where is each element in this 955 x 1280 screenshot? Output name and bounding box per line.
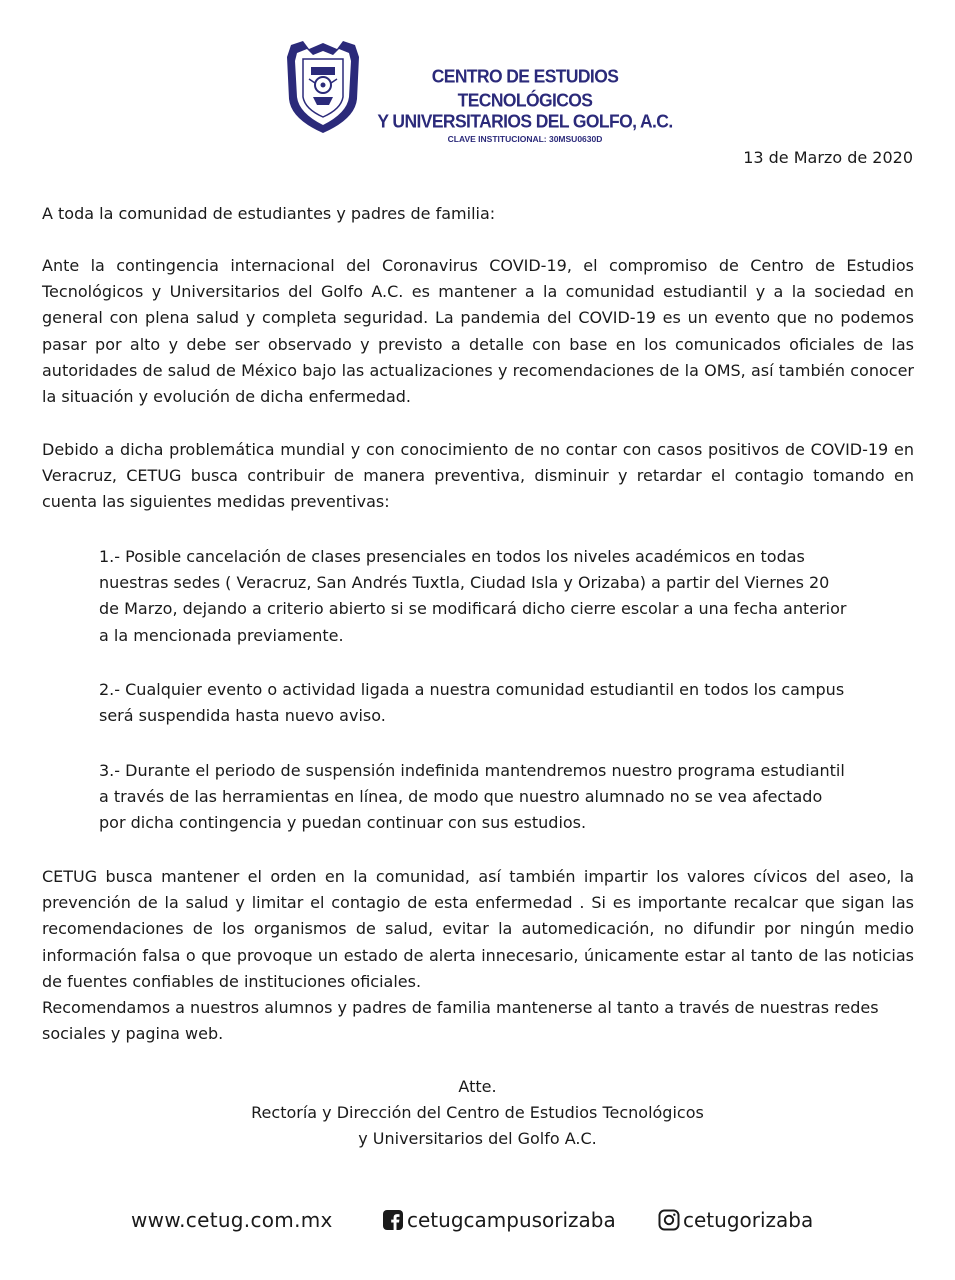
signature-block	[0, 1074, 955, 1153]
instagram-link[interactable]	[658, 1208, 813, 1232]
measure-item-1	[99, 544, 919, 649]
paragraph-stay-informed: Recomendamos a nuestros alumnos y padres de familia mantenerse al tanto a través de nuestras redes sociales y pagina web.	[42, 998, 879, 1044]
institution-crest-logo	[281, 39, 365, 135]
closing-atte: Atte.	[458, 1077, 497, 1096]
contact-footer	[0, 1204, 955, 1244]
measure-1-line: nuestras sedes ( Veracruz, San Andrés Tuxtla, Ciudad Isla y Orizaba) a partir del Viernes 20	[99, 573, 830, 593]
institution-name-line1: CENTRO DE ESTUDIOS TECNOLÓGICOS	[431, 65, 619, 111]
letterhead	[0, 0, 955, 144]
paragraph-context: Ante la contingencia internacional del Coronavirus COVID-19, el compromiso de Centro de Estudios Tecnológicos y Universitarios del Golfo A.C. es mantener a la comunidad estudiantil y a la sociedad en general con plena salud y completa seguridad. La pandemia del COVID-19 es un evento que no podemos pasar por alto y debe ser observado y previsto a detalle con base en los comunicados oficiales de las autoridades de salud de México bajo las actualizaciones y recomendaciones de la OMS, así también conocer la situación y evolución de dicha enfermedad.	[42, 256, 914, 407]
signatory-line2: y Universitarios del Golfo A.C.	[358, 1129, 597, 1149]
measure-1-line: 1.- Posible cancelación de clases presenciales en todos los niveles académicos en todas	[99, 547, 805, 566]
measure-2-line: 2.- Cualquier evento o actividad ligada a nuestra comunidad estudiantil en todos los campus	[99, 680, 845, 699]
institution-name	[375, 66, 675, 145]
measure-3-line: por dicha contingencia y puedan continuar con sus estudios.	[99, 813, 587, 833]
measure-item-2	[99, 677, 919, 729]
institution-name-line2: Y UNIVERSITARIOS DEL GOLFO, A.C.	[377, 110, 673, 132]
measure-3-line: a través de las herramientas en línea, de modo que nuestro alumnado no se vea afectado	[99, 787, 823, 807]
measure-2-line: será suspendida hasta nuevo aviso.	[99, 706, 386, 726]
instagram-handle: cetugorizaba	[683, 1208, 814, 1232]
greeting: A toda la comunidad de estudiantes y padres de familia:	[42, 204, 496, 223]
instagram-icon	[658, 1209, 680, 1231]
facebook-handle: cetugcampusorizaba	[407, 1208, 616, 1232]
measure-1-line: a la mencionada previamente.	[99, 625, 344, 645]
measure-1-line: de Marzo, dejando a criterio abierto si se modificará dicho cierre escolar a una fecha anterior	[99, 599, 847, 619]
paragraph-recommendations: CETUG busca mantener el orden en la comunidad, así también impartir los valores cívicos del aseo, la prevención de la salud y limitar el contagio de esta enfermedad . Si es importante recalcar que sigan las recomendaciones de los organismos de salud, evitar la automedicación, no difundir por ningún medio información falsa o que provoque un estado de alerta innecesario, únicamente estar al tanto de las noticias de fuentes confiables de instituciones oficiales.	[42, 867, 914, 991]
measure-item-3	[99, 758, 919, 837]
letter-date: 13 de Marzo de 2020	[743, 148, 913, 167]
measure-3-line: 3.- Durante el periodo de suspensión indefinida mantendremos nuestro programa estudiantil	[99, 761, 845, 780]
institution-key: CLAVE INSTITUCIONAL: 30MSU0630D	[447, 134, 603, 144]
website-link[interactable]: www.cetug.com.mx	[131, 1208, 333, 1232]
signatory-line1: Rectoría y Dirección del Centro de Estudios Tecnológicos	[251, 1103, 704, 1123]
facebook-link[interactable]	[382, 1208, 616, 1232]
facebook-icon	[382, 1209, 404, 1231]
paragraph-measures-intro: Debido a dicha problemática mundial y con conocimiento de no contar con casos positivos de COVID-19 en Veracruz, CETUG busca contribuir de manera preventiva, disminuir y retardar el contagio tomando en cuenta las siguientes medidas preventivas:	[42, 440, 914, 512]
